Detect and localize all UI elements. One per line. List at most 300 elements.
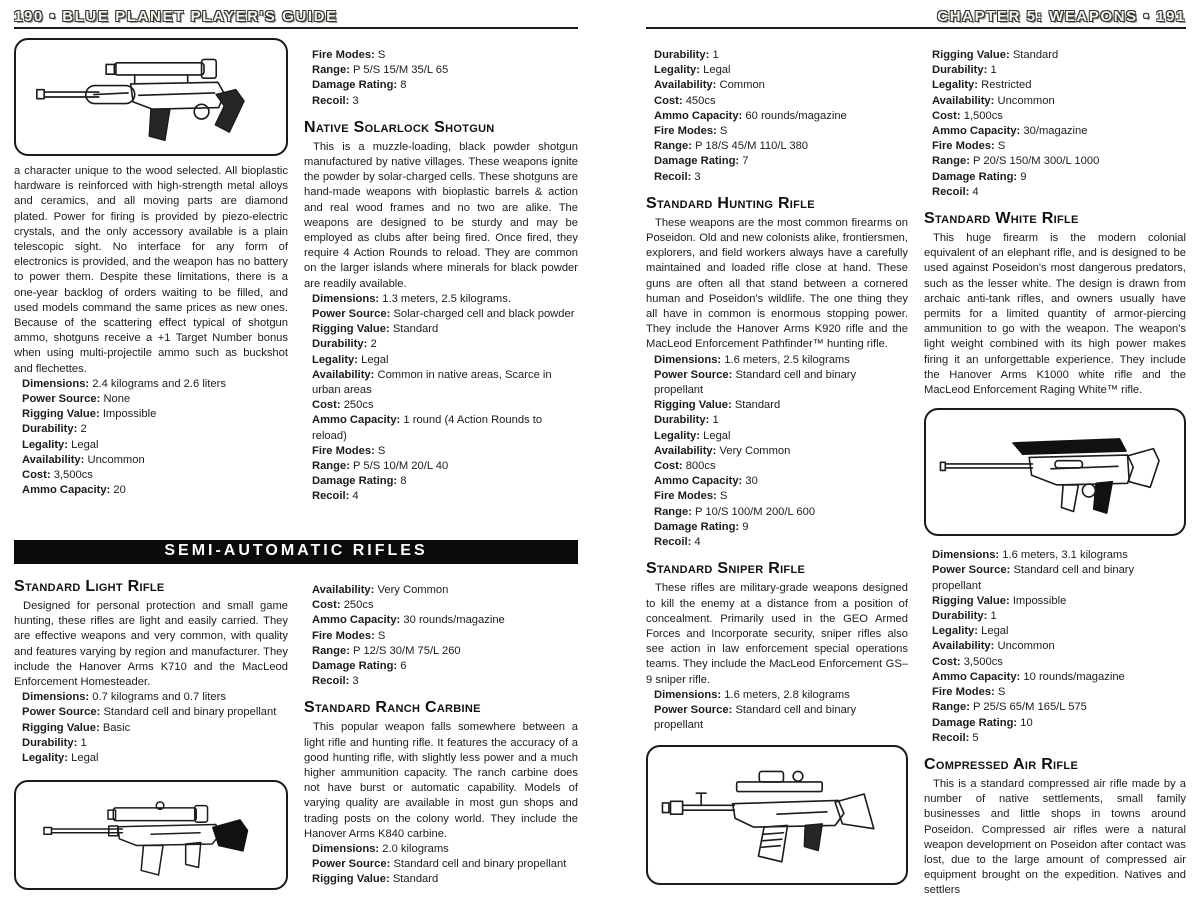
page-header-right: CHAPTER 5: WEAPONS • 191 — [937, 8, 1186, 25]
stat-label: Rigging Value: — [932, 49, 1010, 61]
stat-line — [654, 139, 908, 154]
stat-value: 4 — [694, 536, 701, 549]
stat-label: Recoil: — [654, 170, 692, 183]
stat-label: Cost: — [22, 469, 51, 482]
stat-line — [654, 444, 908, 459]
stat-line — [312, 78, 578, 93]
section-heading-standard-hunting-rifle: Standard Hunting Rifle — [646, 194, 815, 212]
stat-label: Range: — [932, 701, 970, 714]
stat-label: Range: — [932, 155, 970, 168]
stat-label: Rigging Value: — [312, 323, 390, 336]
stat-value: 2 — [370, 338, 377, 351]
stat-line — [312, 644, 578, 659]
page-191 — [600, 0, 1200, 916]
stat-value: 1 — [990, 64, 997, 77]
stat-label: Ammo Capacity: — [654, 475, 743, 488]
stat-value: Basic — [102, 721, 131, 734]
stat-label: Durability: — [654, 49, 710, 61]
stat-value: 800cs — [685, 460, 716, 473]
stat-label: Rigging Value: — [22, 721, 100, 734]
stat-value: Impossible — [1012, 594, 1067, 607]
stat-value: Standard cell and binary propellant — [393, 858, 567, 871]
stat-label: Cost: — [932, 655, 961, 668]
stat-value: 1 — [990, 610, 997, 623]
stat-value: Standard cell and binary propellant — [932, 564, 1135, 592]
stat-label: Range: — [654, 140, 692, 153]
stat-line — [312, 842, 578, 857]
solarlock-shotgun-line-art — [24, 44, 278, 150]
stat-line — [312, 368, 578, 398]
stat-line — [312, 474, 578, 489]
stat-line — [312, 872, 578, 887]
stat-label: Legality: — [932, 79, 979, 92]
stat-value: 250cs — [343, 399, 374, 412]
stat-line — [932, 63, 1186, 78]
stat-line — [312, 674, 578, 689]
stat-line — [312, 413, 578, 443]
stat-value: Uncommon — [87, 453, 145, 466]
stat-label: Legality: — [654, 64, 701, 77]
stat-value: 1 — [712, 414, 719, 427]
stat-line — [654, 520, 908, 535]
stat-label: Dimensions: — [312, 843, 380, 856]
right-column-1 — [646, 38, 908, 899]
stat-label: Power Source: — [654, 368, 733, 381]
stat-value: S — [377, 444, 386, 457]
stat-label: Durability: — [932, 610, 988, 623]
stat-value: 2 — [80, 423, 87, 436]
stat-label: Availability: — [312, 584, 375, 596]
section-heading-standard-sniper-rifle: Standard Sniper Rifle — [646, 560, 806, 578]
stat-value: Legal — [71, 438, 99, 451]
stat-label: Recoil: — [312, 675, 350, 688]
stat-label: Availability: — [654, 444, 717, 457]
stat-value: Standard — [392, 873, 439, 886]
stat-line — [312, 322, 578, 337]
stat-block — [304, 573, 578, 689]
stat-label: Fire Modes: — [312, 49, 375, 61]
stat-value: 30/magazine — [1023, 125, 1088, 138]
section-heading-standard-ranch-carbine: Standard Ranch Carbine — [304, 699, 481, 717]
stat-line — [932, 670, 1186, 685]
stat-block — [646, 38, 908, 185]
stat-line — [312, 444, 578, 459]
section-heading-standard-light-rifle: Standard Light Rifle — [14, 578, 165, 595]
stat-line — [932, 154, 1186, 169]
stat-line — [312, 48, 578, 63]
stat-line — [22, 690, 288, 705]
stat-value: 0.7 kilograms and 0.7 liters — [92, 691, 226, 704]
stat-label: Ammo Capacity: — [932, 125, 1021, 138]
stat-line — [932, 609, 1186, 624]
stat-value: 20 — [113, 484, 126, 497]
left-column-2 — [304, 38, 578, 535]
stat-value: 7 — [742, 155, 749, 168]
stat-label: Cost: — [312, 399, 341, 412]
stat-label: Power Source: — [22, 706, 101, 719]
stat-value: 30 — [745, 475, 758, 488]
stat-block — [14, 690, 288, 766]
stat-label: Fire Modes: — [312, 629, 375, 642]
stat-label: Availability: — [654, 79, 717, 92]
stat-label: Recoil: — [932, 185, 970, 198]
stat-label: Durability: — [22, 423, 78, 436]
stat-value: P 20/S 150/M 300/L 1000 — [973, 155, 1100, 168]
stat-block — [646, 688, 908, 734]
stat-line — [654, 703, 908, 733]
header-rule — [646, 27, 1186, 29]
stat-label: Durability: — [312, 338, 368, 351]
stat-value: 250cs — [343, 599, 374, 612]
stat-label: Recoil: — [312, 490, 350, 503]
stat-value: 1.6 meters, 2.8 kilograms — [724, 688, 850, 701]
stat-value: 8 — [400, 475, 407, 488]
left-top-row — [14, 38, 578, 535]
page-header-left: 190 • BLUE PLANET PLAYER'S GUIDE — [14, 8, 338, 25]
stat-value: 2.0 kilograms — [382, 843, 449, 856]
stat-block — [924, 548, 1186, 746]
right-row — [646, 38, 1186, 899]
stat-value: 3 — [352, 675, 359, 688]
stat-value: 9 — [1020, 170, 1027, 183]
stat-line — [932, 124, 1186, 139]
continuation-paragraph: a character unique to the wood selected. All bioplastic hardware is reinforced with high-strength metal alloys and ceramics, and all moving parts are diamond plated. Power for firing is provided by piezo-electric crystals, and the only accessory available is a plain telescopic sight. No interface for any form of electronics is provided, and the weapon has no battery to power them. Despite these limitations, there is a one-year backlog of orders waiting to be filled, and used models command the same prices as new ones. Because of the scattering effect typical of shotgun ammo, shotguns receive a +1 Target Number bonus when using multi-projectile ammo such as buckshot and flechettes. — [14, 165, 288, 375]
stat-line — [932, 548, 1186, 563]
stat-value: S — [997, 140, 1006, 153]
stat-value: Legal — [361, 353, 389, 366]
section-body: This is a muzzle-loading, black powder shotgun manufactured by native villages. These weapons ignite the powder by solar-charged cells. These shotguns are hand-made weapons with bioplastic barrels & action and real wood frames and no two are alike. The weapons are designed to be sturdy and may be employed as clubs after being fired. Once fired, they require 4 Action Rounds to reload. They are common on the larger islands where minerals for black powder are readily available. — [304, 140, 578, 290]
stat-label: Dimensions: — [932, 549, 1000, 562]
stat-line — [654, 429, 908, 444]
stat-label: Ammo Capacity: — [932, 670, 1021, 683]
stat-block — [304, 842, 578, 888]
stat-value: 2.4 kilograms and 2.6 liters — [92, 377, 226, 390]
stat-line — [22, 438, 288, 453]
stat-block — [304, 38, 578, 109]
stat-label: Fire Modes: — [654, 125, 717, 138]
stat-label: Damage Rating: — [312, 79, 398, 92]
stat-value: 10 rounds/magazine — [1023, 670, 1125, 683]
stat-line — [22, 377, 288, 392]
stat-line — [932, 48, 1186, 63]
stat-value: Uncommon — [997, 94, 1055, 107]
light-rifle-line-art — [24, 786, 278, 884]
stat-value: 1 — [80, 736, 87, 749]
stat-label: Rigging Value: — [312, 873, 390, 886]
stat-line — [312, 63, 578, 78]
stat-label: Fire Modes: — [932, 686, 995, 699]
stat-line — [654, 688, 908, 703]
stat-line — [654, 535, 908, 550]
stat-value: 1,500cs — [963, 109, 1003, 122]
stat-line — [932, 655, 1186, 670]
stat-label: Damage Rating: — [312, 660, 398, 673]
stat-line — [654, 48, 908, 63]
stat-label: Range: — [312, 644, 350, 657]
stat-label: Damage Rating: — [932, 716, 1018, 729]
section-banner-semi-automatic-rifles: SEMI-AUTOMATIC RIFLES — [14, 540, 578, 564]
stat-value: S — [719, 490, 728, 503]
stat-value: 3 — [352, 94, 359, 107]
stat-line — [654, 459, 908, 474]
stat-value: Common — [719, 79, 765, 92]
solarlock-shotgun-figure — [14, 38, 288, 156]
stat-label: Availability: — [932, 94, 995, 107]
section-body: This popular weapon falls somewhere between a light rifle and hunting rifle. It features the accuracy of a good hunting rifle, with slightly less power and a much higher ammunition capacity. The ranch carbine does not have burst or automatic capability. Models of varying quality are available in most gun shops and trading posts on the colony world. They include the Hanover Arms K840 carbine. — [304, 721, 578, 840]
stat-value: P 10/S 100/M 200/L 600 — [695, 505, 816, 518]
left-column-1-bottom — [14, 573, 288, 890]
stat-value: 1.6 meters, 2.5 kilograms — [724, 353, 850, 366]
stat-line — [932, 139, 1186, 154]
white-rifle-line-art — [934, 414, 1176, 530]
stat-value: 4 — [352, 490, 359, 503]
stat-label: Rigging Value: — [932, 594, 1010, 607]
stat-value: 1.6 meters, 3.1 kilograms — [1002, 549, 1128, 562]
stat-value: Legal — [71, 752, 99, 765]
stat-value: 60 rounds/magazine — [745, 109, 847, 122]
stat-line — [932, 170, 1186, 185]
stat-label: Recoil: — [654, 536, 692, 549]
sniper-rifle-figure — [646, 745, 908, 885]
stat-value: 6 — [400, 660, 407, 673]
stat-line — [932, 624, 1186, 639]
stat-block — [646, 353, 908, 551]
stat-line — [654, 124, 908, 139]
stat-line — [654, 170, 908, 185]
stat-label: Fire Modes: — [312, 444, 375, 457]
stat-line — [654, 109, 908, 124]
stat-label: Damage Rating: — [932, 170, 1018, 183]
section-body: These weapons are the most common firearms on Poseidon. Old and new colonists alike, frontiersmen, explorers, and field workers always have a carefully maintained and loaded rifle close at hand. These guns are often all that stand between a cornered human and Poseidon's wildlife. The one thing they all have in common is enormous stopping power. They include the Hanover Arms K920 rifle and the MacLeod Enforcement Pathfinder™ hunting rifle. — [646, 216, 908, 351]
stat-label: Range: — [654, 505, 692, 518]
stat-label: Dimensions: — [22, 691, 90, 704]
stat-line — [312, 857, 578, 872]
stat-label: Damage Rating: — [312, 475, 398, 488]
stat-value: 5 — [972, 731, 979, 744]
header-rule — [14, 27, 578, 29]
stat-line — [654, 368, 908, 398]
stat-label: Legality: — [312, 353, 359, 366]
section-heading-native-solarlock-shotgun: Native Solarlock Shotgun — [304, 118, 495, 136]
stat-label: Cost: — [312, 599, 341, 612]
stat-value: 450cs — [685, 94, 716, 107]
stat-label: Power Source: — [932, 564, 1011, 577]
stat-value: Common in native areas, Scarce in urban areas — [312, 368, 552, 397]
stat-label: Damage Rating: — [654, 155, 740, 168]
stat-label: Durability: — [22, 736, 78, 749]
stat-value: S — [377, 49, 386, 61]
stat-value: P 5/S 10/M 20/L 40 — [353, 460, 449, 473]
stat-value: 30 rounds/magazine — [403, 614, 505, 627]
stat-line — [22, 483, 288, 498]
stat-value: Impossible — [102, 408, 157, 421]
stat-line — [932, 731, 1186, 746]
stat-value: 1 — [712, 49, 719, 61]
stat-label: Dimensions: — [22, 377, 90, 390]
stat-label: Cost: — [932, 109, 961, 122]
stat-line — [312, 489, 578, 504]
white-rifle-figure — [924, 408, 1186, 536]
stat-label: Ammo Capacity: — [654, 109, 743, 122]
stat-label: Damage Rating: — [654, 520, 740, 533]
stat-line — [22, 422, 288, 437]
stat-line — [932, 716, 1186, 731]
stat-line — [932, 594, 1186, 609]
stat-line — [932, 563, 1186, 593]
stat-label: Rigging Value: — [654, 399, 732, 412]
stat-line — [654, 353, 908, 368]
stat-line — [932, 109, 1186, 124]
stat-line — [312, 629, 578, 644]
stat-value: 10 — [1020, 716, 1033, 729]
section-body: Designed for personal protection and small game hunting, these rifles are light and easily carried. They are effective weapons and very common, with quality and features varying by region and manufacturer. They include the Hanover Arms K710 and the MacLeod Enforcement Homesteader. — [14, 600, 288, 689]
stat-value: Standard — [1012, 49, 1059, 61]
stat-line — [654, 398, 908, 413]
stat-label: Fire Modes: — [654, 490, 717, 503]
left-column-1 — [14, 38, 288, 535]
stat-line — [22, 721, 288, 736]
stat-label: Power Source: — [312, 308, 391, 321]
stat-label: Ammo Capacity: — [22, 484, 111, 497]
stat-value: Restricted — [981, 79, 1032, 92]
stat-value: Standard — [392, 323, 439, 336]
stat-line — [22, 453, 288, 468]
stat-label: Dimensions: — [654, 688, 722, 701]
stat-line — [312, 398, 578, 413]
stat-value: P 18/S 45/M 110/L 380 — [695, 140, 809, 153]
stat-value: Uncommon — [997, 640, 1055, 653]
stat-line — [22, 468, 288, 483]
stat-line — [654, 94, 908, 109]
stat-label: Power Source: — [312, 858, 391, 871]
stat-value: S — [719, 125, 728, 138]
stat-value: S — [997, 686, 1006, 699]
stat-block — [14, 377, 288, 499]
stat-line — [312, 659, 578, 674]
stat-label: Recoil: — [932, 731, 970, 744]
stat-line — [312, 459, 578, 474]
stat-line — [312, 292, 578, 307]
stat-value: Standard cell and binary propellant — [654, 703, 857, 732]
stat-line — [654, 63, 908, 78]
stat-value: Standard cell and binary propellant — [103, 706, 277, 719]
stat-label: Availability: — [312, 368, 375, 381]
stat-label: Durability: — [932, 64, 988, 77]
stat-label: Ammo Capacity: — [312, 414, 401, 427]
stat-label: Range: — [312, 64, 350, 77]
stat-line — [22, 705, 288, 720]
stat-label: Rigging Value: — [22, 408, 100, 421]
stat-label: Legality: — [22, 752, 69, 765]
stat-label: Legality: — [22, 438, 69, 451]
stat-label: Ammo Capacity: — [312, 614, 401, 627]
stat-label: Power Source: — [654, 703, 733, 716]
section-body: These rifles are military-grade weapons designed to kill the enemy at a distance from a position of concealment. Primarily used in the GEO Armed Forces and Incorporate security, sniper rifles also see action in law enforcement special operations teams. They include the MacLeod Enforcement GS–9 sniper rifle. — [646, 582, 908, 686]
section-body: This huge firearm is the modern colonial equivalent of an elephant rifle, and is designed to be used against Poseidon's most dangerous predators, such as the lesser white. The design is drawn from archaic anti-tank rifles, and owners usually have permits for a limited quantity of armor-piercing ammunition to go with the weapon. The weapon's light weight combined with its high power makes firing it an unforgettable experience. They include the Hanover Arms K1000 white rifle and the MacLeod Enforcement Raging White™ rifle. — [924, 232, 1186, 397]
section-body: This is a standard compressed air rifle made by a number of native settlements, small family businesses and little shops in towns around Poseidon. Compressed air rifles were a natural weapon development on Poseidon after contact was lost, due to the large amount of compressed air equipment brought on the expedition. Natives and settlers — [924, 777, 1186, 897]
stat-label: Availability: — [932, 640, 995, 653]
stat-line — [932, 700, 1186, 715]
stat-value: 3,500cs — [963, 655, 1003, 668]
stat-value: Legal — [703, 429, 731, 442]
stat-label: Cost: — [654, 460, 683, 473]
stat-line — [932, 685, 1186, 700]
stat-line — [22, 736, 288, 751]
stat-value: 3 — [694, 170, 701, 183]
stat-line — [932, 78, 1186, 93]
stat-line — [654, 474, 908, 489]
stat-value: P 25/S 65/M 165/L 575 — [973, 701, 1087, 714]
stat-label: Dimensions: — [312, 292, 380, 305]
stat-value: 9 — [742, 520, 749, 533]
stat-label: Fire Modes: — [932, 140, 995, 153]
stat-line — [932, 185, 1186, 200]
stat-label: Legality: — [932, 625, 979, 638]
stat-value: Legal — [981, 625, 1009, 638]
stat-line — [312, 583, 578, 598]
stat-line — [654, 78, 908, 93]
stat-value: Legal — [703, 64, 731, 77]
right-column-2 — [924, 38, 1186, 899]
stat-line — [312, 94, 578, 109]
stat-value: None — [103, 393, 131, 406]
sniper-rifle-line-art — [656, 751, 898, 879]
stat-label: Recoil: — [312, 94, 350, 107]
stat-value: Very Common — [377, 584, 449, 596]
stat-line — [654, 413, 908, 428]
stat-label: Dimensions: — [654, 353, 722, 366]
stat-label: Power Source: — [22, 393, 101, 406]
stat-line — [932, 94, 1186, 109]
stat-label: Cost: — [654, 94, 683, 107]
stat-line — [654, 154, 908, 169]
stat-label: Durability: — [654, 414, 710, 427]
stat-line — [312, 353, 578, 368]
stat-line — [312, 337, 578, 352]
stat-value: 8 — [400, 79, 407, 92]
stat-value: P 12/S 30/M 75/L 260 — [353, 644, 461, 657]
stat-value: P 5/S 15/M 35/L 65 — [353, 64, 449, 77]
stat-value: Standard cell and binary propellant — [654, 368, 857, 397]
stat-line — [312, 307, 578, 322]
stat-label: Legality: — [654, 429, 701, 442]
stat-value: 1.3 meters, 2.5 kilograms. — [382, 292, 511, 305]
stat-label: Range: — [312, 460, 350, 473]
stat-value: Solar-charged cell and black powder — [393, 308, 575, 321]
light-rifle-figure — [14, 780, 288, 890]
stat-line — [22, 392, 288, 407]
stat-value: 3,500cs — [53, 469, 93, 482]
stat-line — [312, 598, 578, 613]
left-bottom-row — [14, 573, 578, 890]
stat-line — [22, 751, 288, 766]
stat-value: S — [377, 629, 386, 642]
stat-line — [654, 505, 908, 520]
stat-line — [312, 613, 578, 628]
stat-value: 4 — [972, 185, 979, 198]
section-heading-compressed-air-rifle: Compressed Air Rifle — [924, 755, 1079, 773]
stat-line — [22, 407, 288, 422]
section-heading-standard-white-rifle: Standard White Rifle — [924, 210, 1079, 228]
stat-label: Availability: — [22, 453, 85, 466]
stat-value: Very Common — [719, 444, 791, 457]
stat-line — [932, 639, 1186, 654]
stat-block — [924, 38, 1186, 200]
left-column-2-bottom — [304, 573, 578, 890]
stat-line — [654, 489, 908, 504]
stat-block — [304, 292, 578, 505]
stat-value: 1 round (4 Action Rounds to reload) — [312, 414, 543, 442]
